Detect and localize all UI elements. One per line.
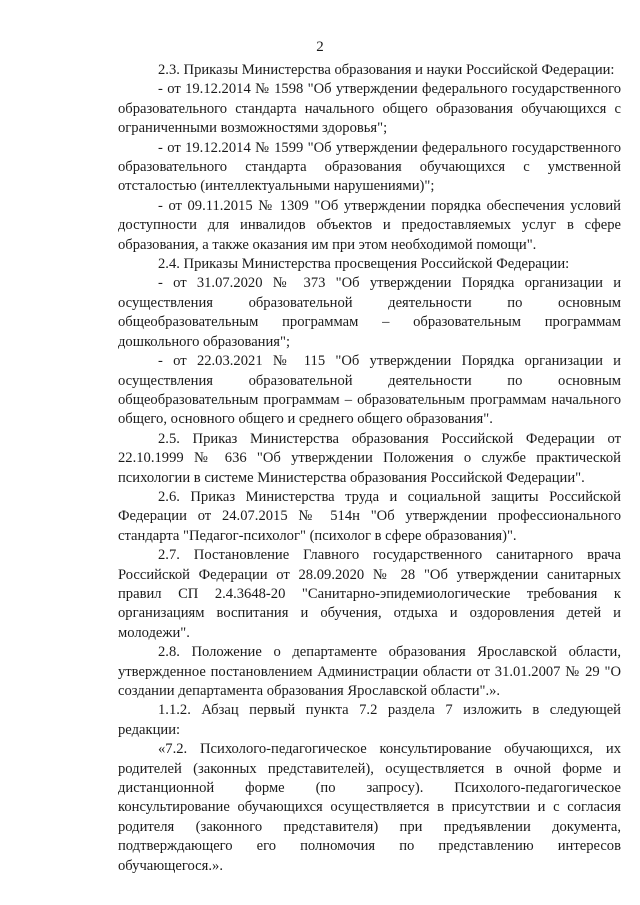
- paragraph-2-5: 2.5. Приказ Министерства образования Российской Федерации от 22.10.1999 № 636 "Об утверждении Положения о службе практической психологии в системе Министерства образования Российской Федерации".: [118, 430, 621, 486]
- paragraph-order-1598: - от 19.12.2014 № 1598 "Об утверждении федерального государственного образовательного стандарта начального общего образования обучающихся с ограниченными возможностями здоровья";: [118, 81, 621, 137]
- paragraph-order-115: - от 22.03.2021 № 115 "Об утверждении Порядка организации и осуществления образовательной деятельности по основным общеобразовательным программам – образовательным программам начального общего, основного общего и среднего общего образования".: [118, 353, 621, 428]
- paragraph-2-4-heading: 2.4. Приказы Министерства просвещения Российской Федерации:: [158, 256, 570, 273]
- paragraph-1-1-2: 1.1.2. Абзац первый пункта 7.2 раздела 7 изложить в следующей редакции:: [118, 702, 621, 738]
- paragraph-7-2-quote: «7.2. Психолого-педагогическое консультирование обучающихся, их родителей (законных представителей), осуществляется в очной форме и дистанционной форме (по запросу). Психолого-педагогическое консультирование обучающихся осуществляется в присутствии и с согласия родителя (законного представителя) при предъявлении документа, подтверждающего его полномочия по представлению интересов обучающегося.».: [118, 741, 621, 874]
- paragraph-order-1309: - от 09.11.2015 № 1309 "Об утверждении порядка обеспечения условий доступности для инвалидов объектов и предоставляемых услуг в сфере образования, а также оказания им при этом необходимой помощи".: [118, 197, 621, 253]
- paragraph-order-1599: - от 19.12.2014 № 1599 "Об утверждении федерального государственного образовательного стандарта образования обучающихся с умственной отсталостью (интеллектуальными нарушениями)";: [118, 139, 621, 195]
- page-number: 2: [316, 39, 324, 55]
- paragraph-2-3-heading: 2.3. Приказы Министерства образования и науки Российской Федерации:: [158, 62, 615, 78]
- paragraph-2-6: 2.6. Приказ Министерства труда и социальной защиты Российской Федерации от 24.07.2015 № 514н "Об утверждении профессионального стандарта "Педагог-психолог" (психолог в сфере образования)".: [118, 488, 621, 544]
- paragraph-order-373: - от 31.07.2020 № 373 "Об утверждении Порядка организации и осуществления образовательной деятельности по основным общеобразовательным программам – образовательным программам дошкольного образования";: [118, 275, 621, 350]
- paragraph-2-8: 2.8. Положение о департаменте образования Ярославской области, утвержденное постановлением Администрации области от 31.01.2007 № 29 "О создании департамента образования Ярославской области".».: [118, 644, 621, 699]
- paragraph-2-7: 2.7. Постановление Главного государственного санитарного врача Российской Федерации от 28.09.2020 № 28 "Об утверждении санитарных правил СП 2.4.3648-20 "Санитарно-эпидемиологические требования к организациям воспитания и обучения, отдыха и оздоровления детей и молодежи".: [118, 547, 621, 641]
- document-body: [118, 61, 621, 876]
